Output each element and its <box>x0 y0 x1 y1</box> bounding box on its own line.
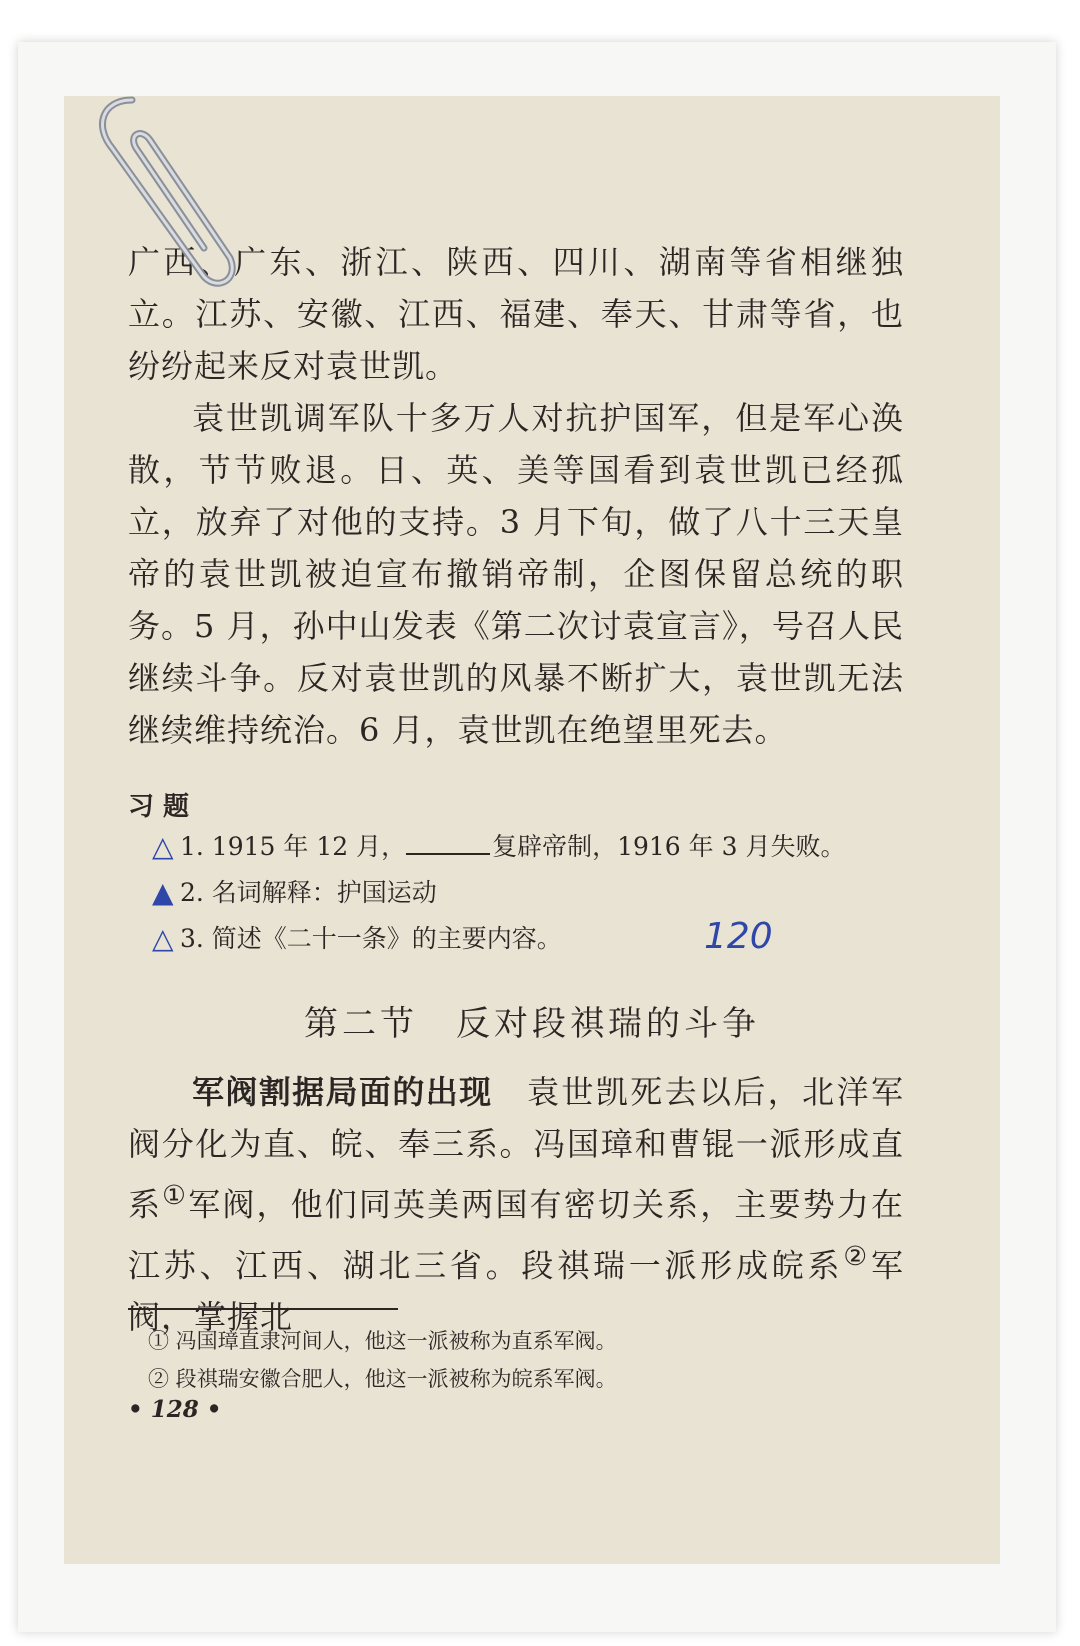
body-text-bottom <box>128 1066 904 1343</box>
answer-blank <box>406 827 490 855</box>
exercise-3: 3. 简述《二十一条》的主要内容。 <box>180 924 562 953</box>
pen-check-icon: △ <box>152 830 174 863</box>
exercise-1-prefix: 1. 1915 年 12 月， <box>180 832 407 861</box>
paperclip-icon <box>92 96 242 306</box>
body-text-top <box>128 236 904 756</box>
pen-mark-icon: ▲ <box>152 876 174 909</box>
paragraph-1: 广西、广东、浙江、陕西、四川、湖南等省相继独立。江苏、安徽、江西、福建、奉天、甘肃等省，也纷纷起来反对袁世凯。 <box>128 243 904 385</box>
handwritten-note: 120 <box>704 916 773 957</box>
page-number: • 128 • <box>128 1396 222 1423</box>
paragraph-2: 袁世凯调军队十多万人对抗护国军，但是军心涣散，节节败退。日、英、美等国看到袁世凯已经孤立，放弃了对他的支持。3 月下旬，做了八十三天皇帝的袁世凯被迫宣布撤销帝制，企图保留总统的职务。5 月，孙中山发表《第二次讨袁宣言》，号召人民继续斗争。反对袁世凯的风暴不断扩大，袁世凯无法继续维持统治。6 月，袁世凯在绝望里死去。 <box>128 399 904 749</box>
section-title: 第二节 反对段祺瑞的斗争 <box>304 1004 760 1044</box>
exercise-item <box>152 916 912 962</box>
paragraph-3 <box>128 1066 904 1343</box>
footnote-ref-2: ② <box>843 1240 871 1272</box>
footnote-2: ② 段祺瑞安徽合肥人，他这一派被称为皖系军阀。 <box>148 1367 617 1391</box>
exercise-item <box>152 824 912 870</box>
exercise-1-suffix: 复辟帝制，1916 年 3 月失败。 <box>492 832 846 861</box>
section-text-3: 军阀，掌握北 <box>128 1246 904 1337</box>
exercise-2: 2. 名词解释：护国运动 <box>180 878 437 907</box>
exercises-title: 习 题 <box>128 792 190 822</box>
section-text-1: 袁世凯死去以后，北洋军阀分化为直、皖、奉三系。冯国璋和曹锟一派形成直系 <box>128 1073 904 1224</box>
footnote-rule <box>128 1308 398 1310</box>
footnotes <box>148 1322 617 1398</box>
section-text-2: 军阀，他们同英美两国有密切关系，主要势力在江苏、江西、湖北三省。段祺瑞一派形成皖系 <box>128 1185 904 1285</box>
section-lead: 军阀割据局面的出现 <box>192 1073 493 1111</box>
footnote-1: ① 冯国璋直隶河间人，他这一派被称为直系军阀。 <box>148 1329 617 1353</box>
pen-check-icon: △ <box>152 922 174 955</box>
exercises-list <box>152 824 912 962</box>
book-page <box>64 96 1000 1564</box>
exercise-item <box>152 870 912 916</box>
footnote-ref-1: ① <box>162 1180 189 1211</box>
